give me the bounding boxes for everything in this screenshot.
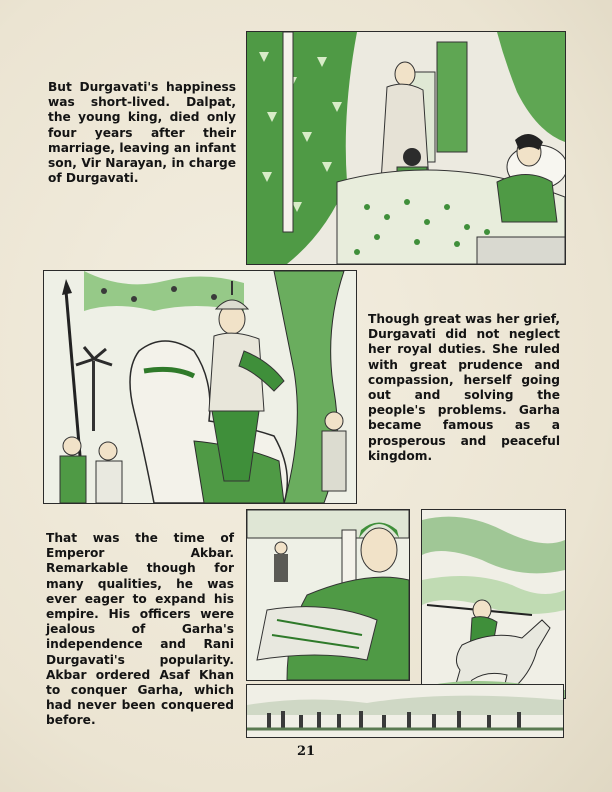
illustration-deathbed <box>246 31 566 265</box>
paragraph-royal-duties: Though great was her grief, Durgavati did not neglect her royal duties. She ruled with great prudence and compassion, herself going out and solving the people's problems. Garha became famous as a prosperous and peaceful kingdom. <box>368 312 560 463</box>
illustration-queen-portrait <box>246 509 410 681</box>
illustration-queen-on-horse <box>43 270 357 504</box>
illustration-horseman <box>421 509 566 699</box>
paragraph-dalpat-death: But Durgavati's happiness was short-lived. Dalpat, the young king, died only four years after their marriage, leaving an infant son, Vir Narayan, in charge of Durgavati. <box>48 80 236 186</box>
illustration-army-march <box>246 684 564 738</box>
page-number: 21 <box>296 744 316 759</box>
paragraph-akbar-orders: That was the time of Emperor Akbar. Remarkable though for many qualities, he was ever eager to expand his empire. His officers were jealous of Garha's independence and Rani Durgavati's popularity. Akbar ordered Asaf Khan to conquer Garha, which had never been conquered before. <box>46 531 234 728</box>
